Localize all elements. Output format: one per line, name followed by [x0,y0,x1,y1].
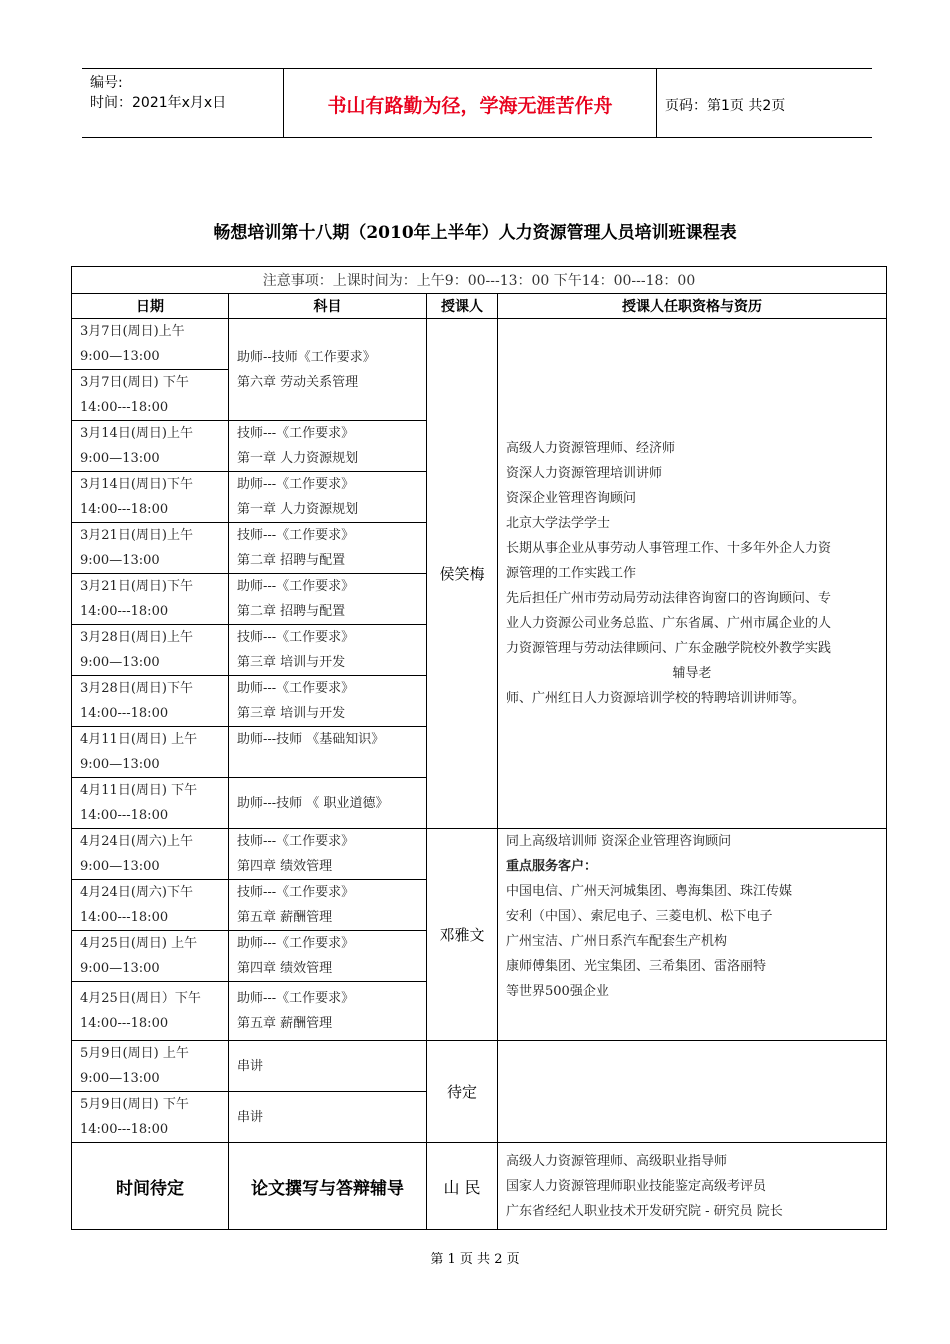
date-cell: 3月28日(周日)下午 14:00---18:00 [72,676,229,727]
date-cell: 4月24日(周六)上午 9:00—13:00 [72,829,229,880]
date-cell: 5月9日(周日) 下午 14:00---18:00 [72,1092,229,1143]
date-cell: 时间待定 [72,1143,229,1230]
teacher-cell: 侯笑梅 [427,319,498,829]
qualification-cell: 高级人力资源管理师、经济师 资深人力资源管理培训讲师 资深企业管理咨询顾问 北京大学法学学士 长期从事企业从事劳动人事管理工作、十多年外企人力资 源管理的工作实践工作 先后担任广州市劳动局劳动法律咨询窗口的咨询顾问、专 业人力资源公司业务总监、广东省属、广州市属企业的人 力资源管理与劳动法律顾问、广东金融学院校外教学实践 辅导老 师、广州红日人力资源培训学校的特聘培训讲师等。 [498,319,887,829]
subject-cell: 助师---《工作要求》 第三章 培训与开发 [229,676,427,727]
time-line: 时间：2021年x月x日 [90,95,227,111]
schedule-table [71,266,887,1230]
subject-cell: 技师---《工作要求》 第三章 培训与开发 [229,625,427,676]
document-header [82,68,872,138]
subject-cell: 助师---技师 《 职业道德》 [229,778,427,829]
header-motto: 书山有路勤为径，学海无涯苦作舟 [327,95,613,117]
subject-cell: 技师---《工作要求》 第二章 招聘与配置 [229,523,427,574]
subject-cell: 论文撰写与答辩辅导 [229,1143,427,1230]
header-row [72,294,887,319]
date-cell: 3月14日(周日)下午 14:00---18:00 [72,472,229,523]
date-cell: 3月7日(周日) 下午 14:00---18:00 [72,370,229,421]
number-label: 编号: [90,75,123,91]
date-cell: 3月21日(周日)上午 9:00—13:00 [72,523,229,574]
date-cell: 4月24日(周六)下午 14:00---18:00 [72,880,229,931]
date-cell: 3月7日(周日)上午 9:00—13:00 [72,319,229,370]
date-cell: 4月11日(周日) 下午 14:00---18:00 [72,778,229,829]
table-row [72,1143,887,1230]
header-divider [656,69,657,137]
column-header-qualification: 授课人任职资格与资历 [498,294,887,319]
date-cell: 4月25日(周日) 上午 9:00—13:00 [72,931,229,982]
column-header-subject: 科目 [229,294,427,319]
subject-cell: 串讲 [229,1041,427,1092]
qualification-cell [498,1041,887,1143]
notice-row [72,267,887,294]
qualification-cell: 同上高级培训师 资深企业管理咨询顾问 重点服务客户： 中国电信、广州天河城集团、粤海集团、珠江传媒 安利（中国）、索尼电子、三菱电机、松下电子 广州宝洁、广州日系汽车配套生产机构 康师傅集团、光宝集团、三希集团、雷洛丽特 等世界500强企业 [498,829,887,1041]
teacher-cell: 待定 [427,1041,498,1143]
table-row [72,1041,887,1092]
table-row [72,319,887,370]
subject-cell: 串讲 [229,1092,427,1143]
subject-cell: 助师---《工作要求》 第二章 招聘与配置 [229,574,427,625]
subject-cell: 助师---《工作要求》 第五章 薪酬管理 [229,982,427,1041]
qualification-cell: 高级人力资源管理师、高级职业指导师 国家人力资源管理师职业技能鉴定高级考评员 广东省经纪人职业技术开发研究院 - 研究员 院长 [498,1143,887,1230]
teacher-cell: 山 民 [427,1143,498,1230]
column-header-teacher: 授课人 [427,294,498,319]
date-cell: 3月14日(周日)上午 9:00—13:00 [72,421,229,472]
subject-cell: 助师---《工作要求》 第一章 人力资源规划 [229,472,427,523]
subject-cell: 技师---《工作要求》 第一章 人力资源规划 [229,421,427,472]
header-meta [90,73,226,113]
date-cell: 4月11日(周日) 上午 9:00—13:00 [72,727,229,778]
date-cell: 5月9日(周日) 上午 9:00—13:00 [72,1041,229,1092]
header-page-info: 页码：第1页 共2页 [665,98,786,114]
page-footer: 第 1 页 共 2 页 [430,1252,520,1267]
subject-cell: 助师--技师《工作要求》 第六章 劳动关系管理 [229,319,427,421]
date-cell: 4月25日(周日）下午 14:00---18:00 [72,982,229,1041]
table-row [72,829,887,880]
column-header-date: 日期 [72,294,229,319]
document-title: 畅想培训第十八期（2010年上半年）人力资源管理人员培训班课程表 [213,223,737,243]
subject-cell: 助师---技师 《基础知识》 [229,727,427,778]
date-cell: 3月28日(周日)上午 9:00—13:00 [72,625,229,676]
teacher-cell: 邓雅文 [427,829,498,1041]
subject-cell: 技师---《工作要求》 第四章 绩效管理 [229,829,427,880]
notice-text: 注意事项：上课时间为：上午9：00---13：00 下午14：00---18：00 [72,267,887,294]
subject-cell: 技师---《工作要求》 第五章 薪酬管理 [229,880,427,931]
subject-cell: 助师---《工作要求》 第四章 绩效管理 [229,931,427,982]
date-cell: 3月21日(周日)下午 14:00---18:00 [72,574,229,625]
